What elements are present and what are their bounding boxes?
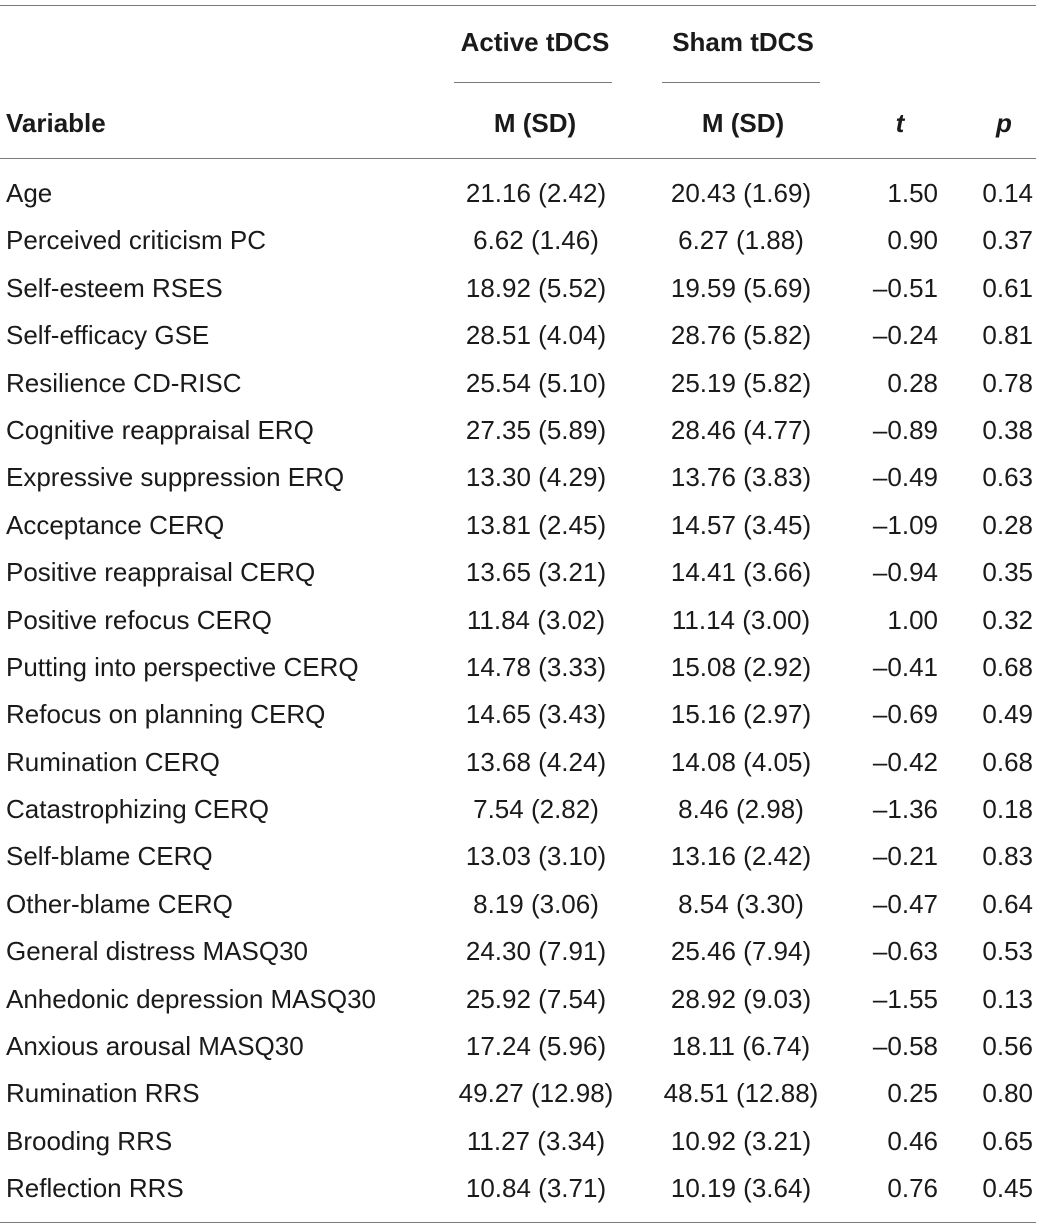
cell-variable: Catastrophizing CERQ bbox=[6, 794, 269, 825]
table-row bbox=[0, 739, 1040, 786]
cell-variable: General distress MASQ30 bbox=[6, 936, 309, 967]
header-msd-sham: M (SD) bbox=[701, 108, 785, 138]
cell-active-msd: 21.16 (2.42) bbox=[465, 178, 607, 208]
cell-sham-msd: 13.76 (3.83) bbox=[670, 462, 812, 493]
cell-active-msd: 11.84 (3.02) bbox=[466, 604, 606, 635]
cell-t: –0.21 bbox=[872, 841, 938, 872]
cell-variable: Refocus on planning CERQ bbox=[6, 699, 326, 730]
cell-variable: Self-efficacy GSE bbox=[6, 320, 210, 351]
cell-t: 1.00 bbox=[887, 604, 938, 635]
cell-p: 0.14 bbox=[982, 178, 1033, 208]
cell-p: 0.35 bbox=[982, 557, 1033, 588]
table-row bbox=[0, 549, 1040, 596]
cell-variable: Acceptance CERQ bbox=[6, 509, 225, 540]
table-row bbox=[0, 502, 1040, 549]
table-row bbox=[0, 170, 1040, 217]
cell-p: 0.13 bbox=[982, 983, 1033, 1014]
cell-active-msd: 27.35 (5.89) bbox=[465, 414, 607, 445]
cell-p: 0.68 bbox=[982, 746, 1033, 777]
table-row bbox=[0, 928, 1040, 975]
table-top-rule bbox=[0, 5, 1036, 6]
cell-variable: Other-blame CERQ bbox=[6, 888, 233, 919]
cell-p: 0.49 bbox=[982, 699, 1033, 730]
cell-t: –0.89 bbox=[872, 414, 938, 445]
table-row bbox=[0, 454, 1040, 501]
cell-active-msd: 13.65 (3.21) bbox=[465, 557, 607, 588]
table-row bbox=[0, 1165, 1040, 1212]
cell-t: –0.58 bbox=[872, 1031, 938, 1062]
cell-sham-msd: 25.46 (7.94) bbox=[670, 936, 812, 967]
cell-t: –1.55 bbox=[872, 983, 938, 1014]
cell-variable: Brooding RRS bbox=[6, 1125, 173, 1156]
table-row bbox=[0, 360, 1040, 407]
cell-sham-msd: 13.16 (2.42) bbox=[670, 841, 812, 872]
cell-sham-msd: 20.43 (1.69) bbox=[670, 178, 812, 208]
table-row bbox=[0, 691, 1040, 738]
cell-t: –0.24 bbox=[872, 320, 938, 351]
cell-active-msd: 8.19 (3.06) bbox=[473, 888, 599, 919]
table-row bbox=[0, 1070, 1040, 1117]
table-row bbox=[0, 407, 1040, 454]
cell-t: –0.94 bbox=[872, 557, 938, 588]
cell-variable: Reflection RRS bbox=[6, 1173, 184, 1204]
table-bottom-rule bbox=[0, 1222, 1036, 1223]
cell-sham-msd: 25.19 (5.82) bbox=[670, 367, 812, 398]
cell-sham-msd: 10.19 (3.64) bbox=[670, 1173, 812, 1204]
cell-t: 0.90 bbox=[887, 225, 938, 256]
cell-sham-msd: 14.41 (3.66) bbox=[670, 557, 812, 588]
cell-active-msd: 13.81 (2.45) bbox=[465, 509, 607, 540]
cell-sham-msd: 14.08 (4.05) bbox=[670, 746, 812, 777]
table-row bbox=[0, 786, 1040, 833]
cell-sham-msd: 48.51 (12.88) bbox=[663, 1078, 819, 1109]
cell-p: 0.38 bbox=[982, 414, 1033, 445]
cell-sham-msd: 14.57 (3.45) bbox=[670, 509, 812, 540]
cell-p: 0.78 bbox=[982, 367, 1033, 398]
cell-active-msd: 11.27 (3.34) bbox=[466, 1125, 606, 1156]
group-rule-sham bbox=[662, 82, 820, 83]
cell-variable: Age bbox=[6, 178, 53, 208]
cell-sham-msd: 28.76 (5.82) bbox=[670, 320, 812, 351]
cell-t: –0.47 bbox=[872, 888, 938, 919]
cell-t: –0.49 bbox=[872, 462, 938, 493]
cell-t: 0.25 bbox=[887, 1078, 938, 1109]
cell-active-msd: 24.30 (7.91) bbox=[465, 936, 607, 967]
cell-p: 0.64 bbox=[982, 888, 1033, 919]
cell-t: –1.36 bbox=[872, 794, 938, 825]
table-row bbox=[0, 312, 1040, 359]
cell-p: 0.81 bbox=[982, 320, 1033, 351]
cell-sham-msd: 15.08 (2.92) bbox=[670, 651, 812, 682]
cell-t: 0.28 bbox=[887, 367, 938, 398]
header-rule bbox=[0, 158, 1036, 159]
cell-variable: Resilience CD-RISC bbox=[6, 367, 242, 398]
cell-active-msd: 14.65 (3.43) bbox=[465, 699, 607, 730]
cell-p: 0.61 bbox=[982, 272, 1033, 303]
cell-active-msd: 28.51 (4.04) bbox=[465, 320, 607, 351]
table-row bbox=[0, 217, 1040, 264]
table-row bbox=[0, 881, 1040, 928]
cell-p: 0.63 bbox=[982, 462, 1033, 493]
cell-variable: Self-blame CERQ bbox=[6, 841, 213, 872]
cell-variable: Cognitive reappraisal ERQ bbox=[6, 414, 314, 445]
table-row bbox=[0, 644, 1040, 691]
cell-sham-msd: 19.59 (5.69) bbox=[670, 272, 812, 303]
cell-t: –0.41 bbox=[872, 651, 938, 682]
cell-p: 0.32 bbox=[982, 604, 1033, 635]
header-t: t bbox=[895, 108, 905, 138]
cell-sham-msd: 15.16 (2.97) bbox=[670, 699, 812, 730]
cell-t: 0.76 bbox=[887, 1173, 938, 1204]
cell-sham-msd: 18.11 (6.74) bbox=[671, 1031, 811, 1062]
cell-t: 0.46 bbox=[887, 1125, 938, 1156]
cell-active-msd: 17.24 (5.96) bbox=[465, 1031, 607, 1062]
cell-p: 0.18 bbox=[982, 794, 1033, 825]
cell-sham-msd: 8.46 (2.98) bbox=[678, 794, 804, 825]
cell-t: –0.42 bbox=[872, 746, 938, 777]
cell-variable: Anxious arousal MASQ30 bbox=[6, 1031, 304, 1062]
cell-variable: Rumination RRS bbox=[6, 1078, 200, 1109]
header-msd-active: M (SD) bbox=[493, 108, 577, 138]
header-group-sham: Sham tDCS bbox=[672, 27, 814, 57]
cell-t: –0.69 bbox=[872, 699, 938, 730]
cell-variable: Positive refocus CERQ bbox=[6, 604, 272, 635]
table-row bbox=[0, 833, 1040, 880]
cell-sham-msd: 6.27 (1.88) bbox=[678, 225, 804, 256]
table-row bbox=[0, 1118, 1040, 1165]
cell-p: 0.68 bbox=[982, 651, 1033, 682]
table-row bbox=[0, 265, 1040, 312]
cell-sham-msd: 28.92 (9.03) bbox=[670, 983, 812, 1014]
cell-sham-msd: 28.46 (4.77) bbox=[670, 414, 812, 445]
table-row bbox=[0, 597, 1040, 644]
cell-p: 0.65 bbox=[982, 1125, 1033, 1156]
cell-p: 0.45 bbox=[982, 1173, 1033, 1204]
cell-active-msd: 18.92 (5.52) bbox=[465, 272, 607, 303]
cell-variable: Expressive suppression ERQ bbox=[6, 462, 345, 493]
cell-t: –0.63 bbox=[872, 936, 938, 967]
cell-variable: Self-esteem RSES bbox=[6, 272, 223, 303]
cell-variable: Rumination CERQ bbox=[6, 746, 220, 777]
cell-p: 0.56 bbox=[982, 1031, 1033, 1062]
cell-t: –0.51 bbox=[872, 272, 938, 303]
table-row bbox=[0, 976, 1040, 1023]
cell-variable: Anhedonic depression MASQ30 bbox=[6, 983, 377, 1014]
cell-variable: Positive reappraisal CERQ bbox=[6, 557, 316, 588]
cell-active-msd: 10.84 (3.71) bbox=[465, 1173, 607, 1204]
cell-p: 0.37 bbox=[982, 225, 1033, 256]
cell-active-msd: 7.54 (2.82) bbox=[473, 794, 599, 825]
cell-active-msd: 25.54 (5.10) bbox=[465, 367, 607, 398]
header-variable: Variable bbox=[6, 108, 106, 138]
cell-active-msd: 13.68 (4.24) bbox=[465, 746, 607, 777]
cell-active-msd: 13.03 (3.10) bbox=[465, 841, 607, 872]
cell-active-msd: 49.27 (12.98) bbox=[458, 1078, 614, 1109]
cell-t: 1.50 bbox=[887, 178, 938, 208]
group-rule-active bbox=[454, 82, 612, 83]
header-group-active: Active tDCS bbox=[460, 27, 610, 57]
cell-sham-msd: 8.54 (3.30) bbox=[678, 888, 804, 919]
cell-p: 0.53 bbox=[982, 936, 1033, 967]
header-p: p bbox=[996, 108, 1012, 138]
cell-t: –1.09 bbox=[872, 509, 938, 540]
cell-p: 0.80 bbox=[982, 1078, 1033, 1109]
cell-p: 0.28 bbox=[982, 509, 1033, 540]
cell-active-msd: 14.78 (3.33) bbox=[465, 651, 607, 682]
cell-p: 0.83 bbox=[982, 841, 1033, 872]
cell-variable: Putting into perspective CERQ bbox=[6, 651, 359, 682]
cell-active-msd: 13.30 (4.29) bbox=[465, 462, 607, 493]
cell-active-msd: 6.62 (1.46) bbox=[473, 225, 599, 256]
table-body bbox=[0, 170, 1040, 1213]
cell-active-msd: 25.92 (7.54) bbox=[465, 983, 607, 1014]
table-row bbox=[0, 1023, 1040, 1070]
cell-sham-msd: 11.14 (3.00) bbox=[671, 604, 811, 635]
cell-variable: Perceived criticism PC bbox=[6, 225, 267, 256]
cell-sham-msd: 10.92 (3.21) bbox=[670, 1125, 812, 1156]
